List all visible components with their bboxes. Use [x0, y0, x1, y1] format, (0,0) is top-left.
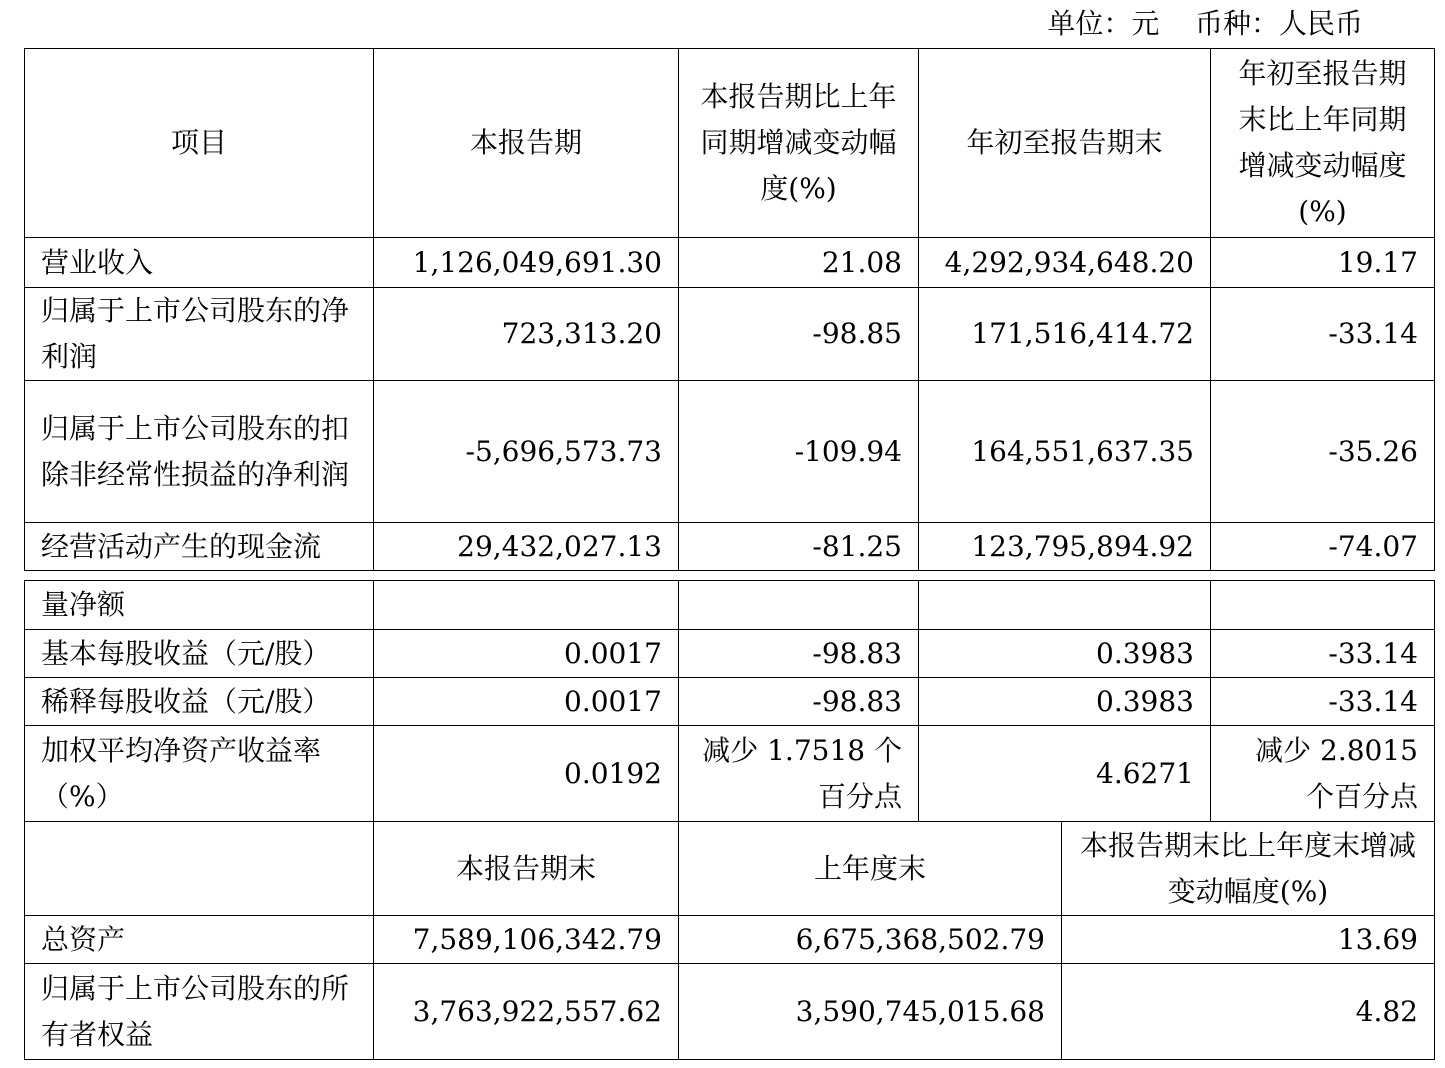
row-label: 归属于上市公司股东的扣除非经常性损益的净利润: [25, 381, 374, 523]
cell-ytd: 0.3983: [919, 630, 1211, 678]
row-label: 加权平均净资产收益率（%）: [25, 726, 374, 822]
cell-ytd: 171,516,414.72: [919, 288, 1211, 381]
cell-current-change: -98.85: [679, 288, 919, 381]
cell-ytd-change: -33.14: [1211, 288, 1435, 381]
cell-current-change: -109.94: [679, 381, 919, 523]
cell-ytd-change: -35.26: [1211, 381, 1435, 523]
table-row: [25, 678, 1435, 726]
cell-ytd: 123,795,894.92: [919, 523, 1211, 571]
row-label: 基本每股收益（元/股）: [25, 630, 374, 678]
table-row: [25, 630, 1435, 678]
cell-ytd: 4,292,934,648.20: [919, 238, 1211, 288]
cell-current-change: -98.83: [679, 678, 919, 726]
cell-current-period: [374, 581, 679, 630]
cell-current-change: [679, 581, 919, 630]
header-item: 项目: [25, 49, 374, 238]
cell-ytd: 4.6271: [919, 726, 1211, 822]
cell-current-change: -98.83: [679, 630, 919, 678]
cell-current-period: 723,313.20: [374, 288, 679, 381]
cell-current-period: 0.0017: [374, 630, 679, 678]
table-row: [25, 964, 1435, 1060]
row-label: 归属于上市公司股东的净利润: [25, 288, 374, 381]
row-label: 经营活动产生的现金流: [25, 523, 374, 571]
table-row: [25, 581, 1435, 630]
cell-current-period: 1,126,049,691.30: [374, 238, 679, 288]
cell-prior-year-end: 3,590,745,015.68: [679, 964, 1062, 1060]
cell-period-end: 7,589,106,342.79: [374, 916, 679, 964]
cell-current-period: 29,432,027.13: [374, 523, 679, 571]
cell-period-end: 3,763,922,557.62: [374, 964, 679, 1060]
balance-header-row: [25, 822, 1435, 916]
cell-current-period: 0.0192: [374, 726, 679, 822]
cell-ytd: 164,551,637.35: [919, 381, 1211, 523]
cell-change: 4.82: [1062, 964, 1435, 1060]
table-row: [25, 523, 1435, 571]
balance-header-item: [25, 822, 374, 916]
cell-ytd-change: 19.17: [1211, 238, 1435, 288]
row-label: 总资产: [25, 916, 374, 964]
cell-ytd-change: -74.07: [1211, 523, 1435, 571]
cell-current-change: 21.08: [679, 238, 919, 288]
cell-ytd: [919, 581, 1211, 630]
cell-current-change: -81.25: [679, 523, 919, 571]
cell-ytd-change: 减少 2.8015 个百分点: [1211, 726, 1435, 822]
balance-header-change: 本报告期末比上年度末增减变动幅度(%): [1062, 822, 1435, 916]
row-label: 量净额: [25, 581, 374, 630]
table-row: [25, 238, 1435, 288]
cell-ytd-change: -33.14: [1211, 678, 1435, 726]
cell-ytd-change: [1211, 581, 1435, 630]
row-label: 营业收入: [25, 238, 374, 288]
balance-header-prior-year-end: 上年度末: [679, 822, 1062, 916]
table-row: [25, 916, 1435, 964]
cell-ytd-change: -33.14: [1211, 630, 1435, 678]
per-share-and-balance-table: [24, 580, 1435, 1060]
cell-change: 13.69: [1062, 916, 1435, 964]
cell-prior-year-end: 6,675,368,502.79: [679, 916, 1062, 964]
balance-header-period-end: 本报告期末: [374, 822, 679, 916]
table-row: [25, 381, 1435, 523]
row-label: 稀释每股收益（元/股）: [25, 678, 374, 726]
cell-current-change: 减少 1.7518 个百分点: [679, 726, 919, 822]
cell-ytd: 0.3983: [919, 678, 1211, 726]
table-row: [25, 288, 1435, 381]
row-label: 归属于上市公司股东的所有者权益: [25, 964, 374, 1060]
key-financials-table: [24, 48, 1435, 571]
header-ytd-change: 年初至报告期末比上年同期增减变动幅度(%): [1211, 49, 1435, 238]
table-header-row: [25, 49, 1435, 238]
table-row: [25, 726, 1435, 822]
header-ytd: 年初至报告期末: [919, 49, 1211, 238]
header-current-period-change: 本报告期比上年同期增减变动幅度(%): [679, 49, 919, 238]
unit-currency-note: 单位：元 币种：人民币: [1047, 7, 1363, 40]
header-current-period: 本报告期: [374, 49, 679, 238]
cell-current-period: 0.0017: [374, 678, 679, 726]
cell-current-period: -5,696,573.73: [374, 381, 679, 523]
